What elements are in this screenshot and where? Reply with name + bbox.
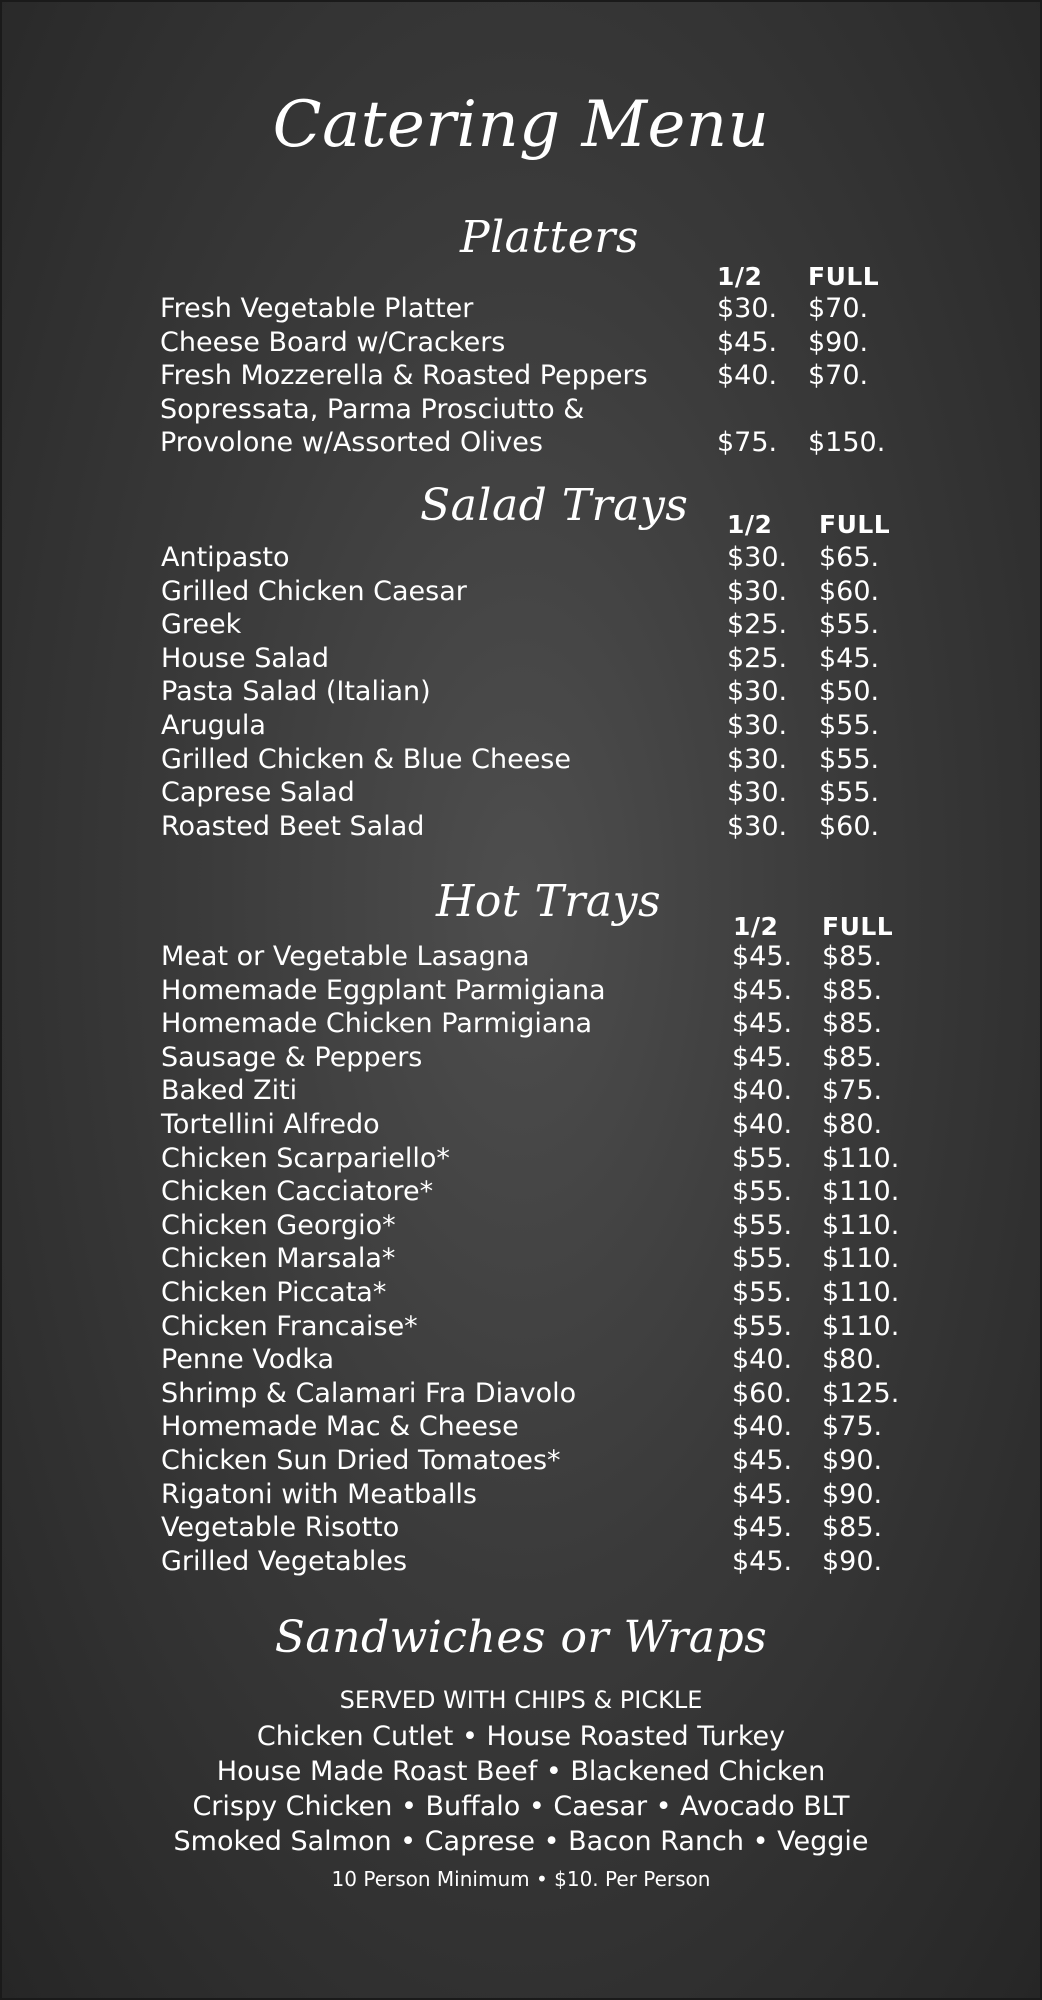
menu-item-half-price: $45. bbox=[732, 1512, 793, 1544]
menu-item-name: Tortellini Alfredo bbox=[161, 1109, 380, 1140]
menu-item-name: Roasted Beet Salad bbox=[161, 810, 425, 842]
menu-item-half-price: $25. bbox=[727, 609, 788, 641]
menu-item-name: Homemade Mac & Cheese bbox=[161, 1411, 519, 1443]
menu-item-name: Grilled Vegetables bbox=[161, 1545, 408, 1577]
sandwich-line: Chicken Cutlet • House Roasted Turkey bbox=[256, 1721, 786, 1752]
menu-item-name: Vegetable Risotto bbox=[161, 1512, 400, 1544]
menu-item-half-price: $75. bbox=[717, 427, 778, 459]
menu-item-half-price: $40. bbox=[732, 1411, 793, 1443]
menu-item-full-price: $110. bbox=[822, 1142, 900, 1174]
menu-item-full-price: $125. bbox=[822, 1377, 900, 1409]
menu-item-name: Chicken Marsala* bbox=[161, 1243, 396, 1275]
menu-item-name: Fresh Mozzerella & Roasted Peppers bbox=[160, 360, 648, 392]
menu-item-half-price: $45. bbox=[732, 1445, 793, 1476]
hot-full-header: FULL bbox=[822, 912, 894, 941]
section-title-sandwiches: Sandwiches or Wraps bbox=[274, 1612, 768, 1663]
menu-item-half-price: $45. bbox=[717, 326, 778, 358]
menu-item-name: Sausage & Peppers bbox=[161, 1041, 423, 1073]
menu-item-full-price: $60. bbox=[819, 810, 880, 842]
hot-half-header: 1/2 bbox=[733, 912, 779, 941]
menu-item-half-price: $45. bbox=[732, 941, 793, 972]
menu-item-full-price: $55. bbox=[819, 777, 880, 809]
menu-item-full-price: $85. bbox=[822, 941, 883, 972]
menu-item-half-price: $30. bbox=[727, 575, 788, 607]
menu-item-half-price: $55. bbox=[732, 1277, 793, 1308]
menu-item-half-price: $40. bbox=[717, 360, 778, 392]
menu-item-full-price: $85. bbox=[822, 974, 883, 1006]
menu-item-name: Caprese Salad bbox=[161, 777, 355, 809]
platters-full-header: FULL bbox=[808, 262, 880, 291]
menu-item-name: Chicken Scarpariello* bbox=[161, 1142, 450, 1174]
menu-item-name: Shrimp & Calamari Fra Diavolo bbox=[161, 1377, 577, 1409]
menu-item-name: Homemade Chicken Parmigiana bbox=[161, 1008, 593, 1040]
menu-item-full-price: $150. bbox=[808, 427, 886, 459]
platters-half-header: 1/2 bbox=[717, 262, 763, 291]
menu-item-full-price: $75. bbox=[822, 1411, 883, 1443]
menu-item-name: Rigatoni with Meatballs bbox=[161, 1478, 477, 1510]
menu-item-name: Antipasto bbox=[161, 542, 290, 573]
menu-item-half-price: $30. bbox=[727, 810, 788, 842]
menu-item-full-price: $60. bbox=[819, 575, 880, 607]
menu-item-half-price: $55. bbox=[732, 1243, 793, 1275]
section-title-hot-trays: Hot Trays bbox=[436, 876, 662, 927]
menu-item-full-price: $90. bbox=[822, 1445, 883, 1476]
menu-item-name: Grilled Chicken Caesar bbox=[161, 575, 467, 607]
menu-item-full-price: $65. bbox=[819, 542, 880, 573]
menu-item-name: Meat or Vegetable Lasagna bbox=[161, 941, 530, 972]
menu-item-full-price: $90. bbox=[808, 326, 869, 358]
menu-item-full-price: $50. bbox=[819, 676, 880, 708]
menu-item-name: Arugula bbox=[161, 710, 266, 741]
menu-item-name: Chicken Georgio* bbox=[161, 1209, 396, 1241]
menu-item-name: Homemade Eggplant Parmigiana bbox=[161, 974, 606, 1006]
section-title-salad-trays: Salad Trays bbox=[420, 480, 689, 531]
menu-item-half-price: $45. bbox=[732, 1545, 793, 1577]
menu-item-half-price: $30. bbox=[727, 777, 788, 809]
menu-item-full-price: $45. bbox=[819, 642, 880, 674]
menu-item-full-price: $110. bbox=[822, 1209, 900, 1241]
menu-item-full-price: $85. bbox=[822, 1041, 883, 1073]
section-title-platters: Platters bbox=[460, 212, 639, 263]
menu-item-half-price: $25. bbox=[727, 642, 788, 674]
menu-item-name: Chicken Sun Dried Tomatoes* bbox=[161, 1445, 561, 1476]
menu-item-full-price: $90. bbox=[822, 1545, 883, 1577]
sandwich-line: House Made Roast Beef • Blackened Chicken bbox=[216, 1756, 826, 1787]
menu-item-full-price: $70. bbox=[808, 360, 869, 392]
menu-item-full-price: $90. bbox=[822, 1478, 883, 1510]
menu-item-full-price: $55. bbox=[819, 710, 880, 741]
menu-item-full-price: $75. bbox=[822, 1075, 883, 1107]
menu-item-half-price: $55. bbox=[732, 1176, 793, 1208]
sandwiches-subtitle: SERVED WITH CHIPS & PICKLE bbox=[339, 1686, 703, 1714]
menu-item-name: Sopressata, Parma Prosciutto & bbox=[160, 393, 585, 425]
menu-item-full-price: $80. bbox=[822, 1344, 883, 1376]
sandwich-line: Crispy Chicken • Buffalo • Caesar • Avocado BLT bbox=[192, 1791, 850, 1822]
menu-item-half-price: $55. bbox=[732, 1142, 793, 1174]
menu-item-full-price: $110. bbox=[822, 1277, 900, 1308]
sandwiches-footer: 10 Person Minimum • $10. Per Person bbox=[331, 1867, 711, 1891]
menu-item-half-price: $45. bbox=[732, 1041, 793, 1073]
salad-half-header: 1/2 bbox=[727, 510, 773, 539]
menu-item-half-price: $60. bbox=[732, 1377, 793, 1409]
menu-item-half-price: $55. bbox=[732, 1209, 793, 1241]
menu-item-half-price: $30. bbox=[727, 676, 788, 708]
menu-item-name: Chicken Piccata* bbox=[161, 1277, 387, 1308]
menu-item-full-price: $70. bbox=[808, 293, 869, 324]
menu-item-half-price: $30. bbox=[727, 710, 788, 741]
menu-item-name: House Salad bbox=[161, 642, 330, 674]
menu-item-half-price: $40. bbox=[732, 1075, 793, 1107]
menu-item-name: Pasta Salad (Italian) bbox=[161, 676, 431, 708]
menu-item-full-price: $80. bbox=[822, 1109, 883, 1140]
sandwich-line: Smoked Salmon • Caprese • Bacon Ranch • Veggie bbox=[173, 1826, 869, 1857]
menu-item-half-price: $30. bbox=[727, 743, 788, 775]
menu-item-full-price: $110. bbox=[822, 1310, 900, 1342]
menu-item-full-price: $55. bbox=[819, 609, 880, 641]
menu-item-half-price: $45. bbox=[732, 974, 793, 1006]
menu-item-half-price: $45. bbox=[732, 1478, 793, 1510]
menu-item-full-price: $55. bbox=[819, 743, 880, 775]
menu-item-name: Grilled Chicken & Blue Cheese bbox=[161, 743, 571, 775]
menu-item-name: Greek bbox=[161, 609, 242, 641]
menu-item-half-price: $45. bbox=[732, 1008, 793, 1040]
menu-item-half-price: $40. bbox=[732, 1109, 793, 1140]
menu-item-name: Provolone w/Assorted Olives bbox=[160, 427, 543, 459]
menu-item-half-price: $55. bbox=[732, 1310, 793, 1342]
menu-item-full-price: $85. bbox=[822, 1008, 883, 1040]
menu-item-full-price: $110. bbox=[822, 1243, 900, 1275]
menu-item-half-price: $40. bbox=[732, 1344, 793, 1376]
page-title: Catering Menu bbox=[272, 88, 770, 162]
menu-item-full-price: $85. bbox=[822, 1512, 883, 1544]
menu-item-name: Baked Ziti bbox=[161, 1075, 298, 1107]
menu-item-name: Chicken Cacciatore* bbox=[161, 1176, 434, 1208]
menu-item-name: Cheese Board w/Crackers bbox=[160, 326, 506, 358]
menu-item-name: Fresh Vegetable Platter bbox=[160, 293, 474, 324]
menu-item-half-price: $30. bbox=[717, 293, 778, 324]
menu-item-half-price: $30. bbox=[727, 542, 788, 573]
salad-full-header: FULL bbox=[819, 510, 891, 539]
menu-item-name: Chicken Francaise* bbox=[161, 1310, 418, 1342]
menu-item-name: Penne Vodka bbox=[161, 1344, 335, 1376]
menu-item-full-price: $110. bbox=[822, 1176, 900, 1208]
